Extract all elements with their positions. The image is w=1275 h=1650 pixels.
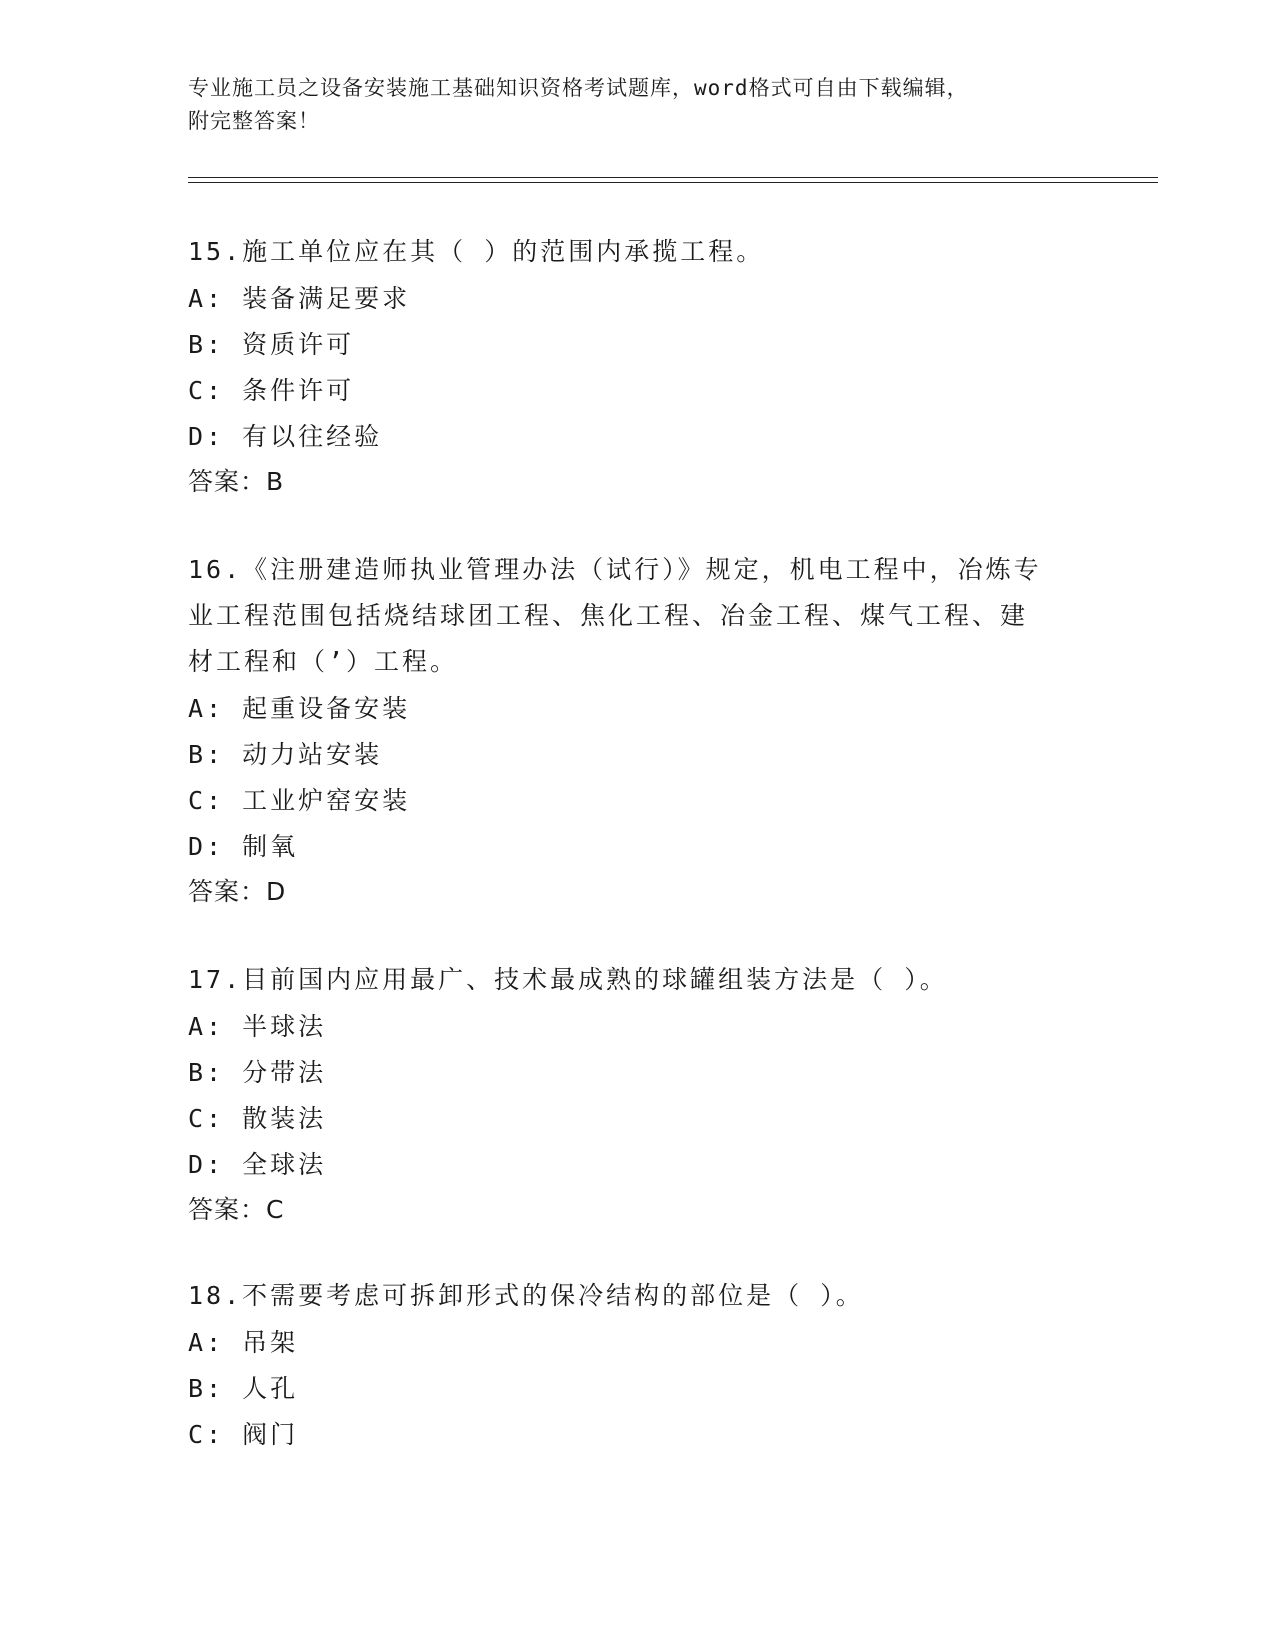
option-d: D: 制氧 [188,832,299,861]
header-divider-bottom [188,182,1158,183]
header-line-2: 附完整答案！ [188,109,320,133]
option-c: C: 阀门 [188,1420,299,1449]
answer: 答案：B [188,467,285,496]
question-16 [188,548,1088,914]
question-stem-line: 16.《注册建造师执业管理办法（试行）》规定，机电工程中，冶炼专 [188,555,1042,584]
option-a: A: 起重设备安装 [188,694,411,723]
option-b: B: 动力站安装 [188,740,383,769]
option-d: D: 全球法 [188,1150,327,1179]
header-divider-top [188,177,1158,178]
option-a: A: 装备满足要求 [188,284,411,313]
question-stem-line: 材工程和（’）工程。 [188,647,459,676]
question-stem-line: 业工程范围包括烧结球团工程、焦化工程、冶金工程、煤气工程、建 [188,601,1029,630]
option-c: C: 工业炉窑安装 [188,786,411,815]
question-15 [188,230,1088,504]
answer: 答案：D [188,877,287,906]
option-a: A: 半球法 [188,1012,327,1041]
question-stem: 17.目前国内应用最广、技术最成熟的球罐组装方法是（ ）。 [188,965,948,994]
option-c: C: 条件许可 [188,376,355,405]
option-a: A: 吊架 [188,1328,299,1357]
option-d: D: 有以往经验 [188,422,383,451]
header-line-1: 专业施工员之设备安装施工基础知识资格考试题库，word格式可自由下载编辑， [188,76,969,100]
option-c: C: 散装法 [188,1104,327,1133]
option-b: B: 资质许可 [188,330,355,359]
question-stem: 15.施工单位应在其（ ）的范围内承揽工程。 [188,237,765,266]
question-17 [188,958,1088,1232]
answer: 答案：C [188,1195,285,1224]
document-header [188,72,1088,138]
option-b: B: 人孔 [188,1374,299,1403]
option-b: B: 分带法 [188,1058,327,1087]
question-stem: 18.不需要考虑可拆卸形式的保冷结构的部位是（ ）。 [188,1281,864,1310]
question-18 [188,1274,1088,1458]
